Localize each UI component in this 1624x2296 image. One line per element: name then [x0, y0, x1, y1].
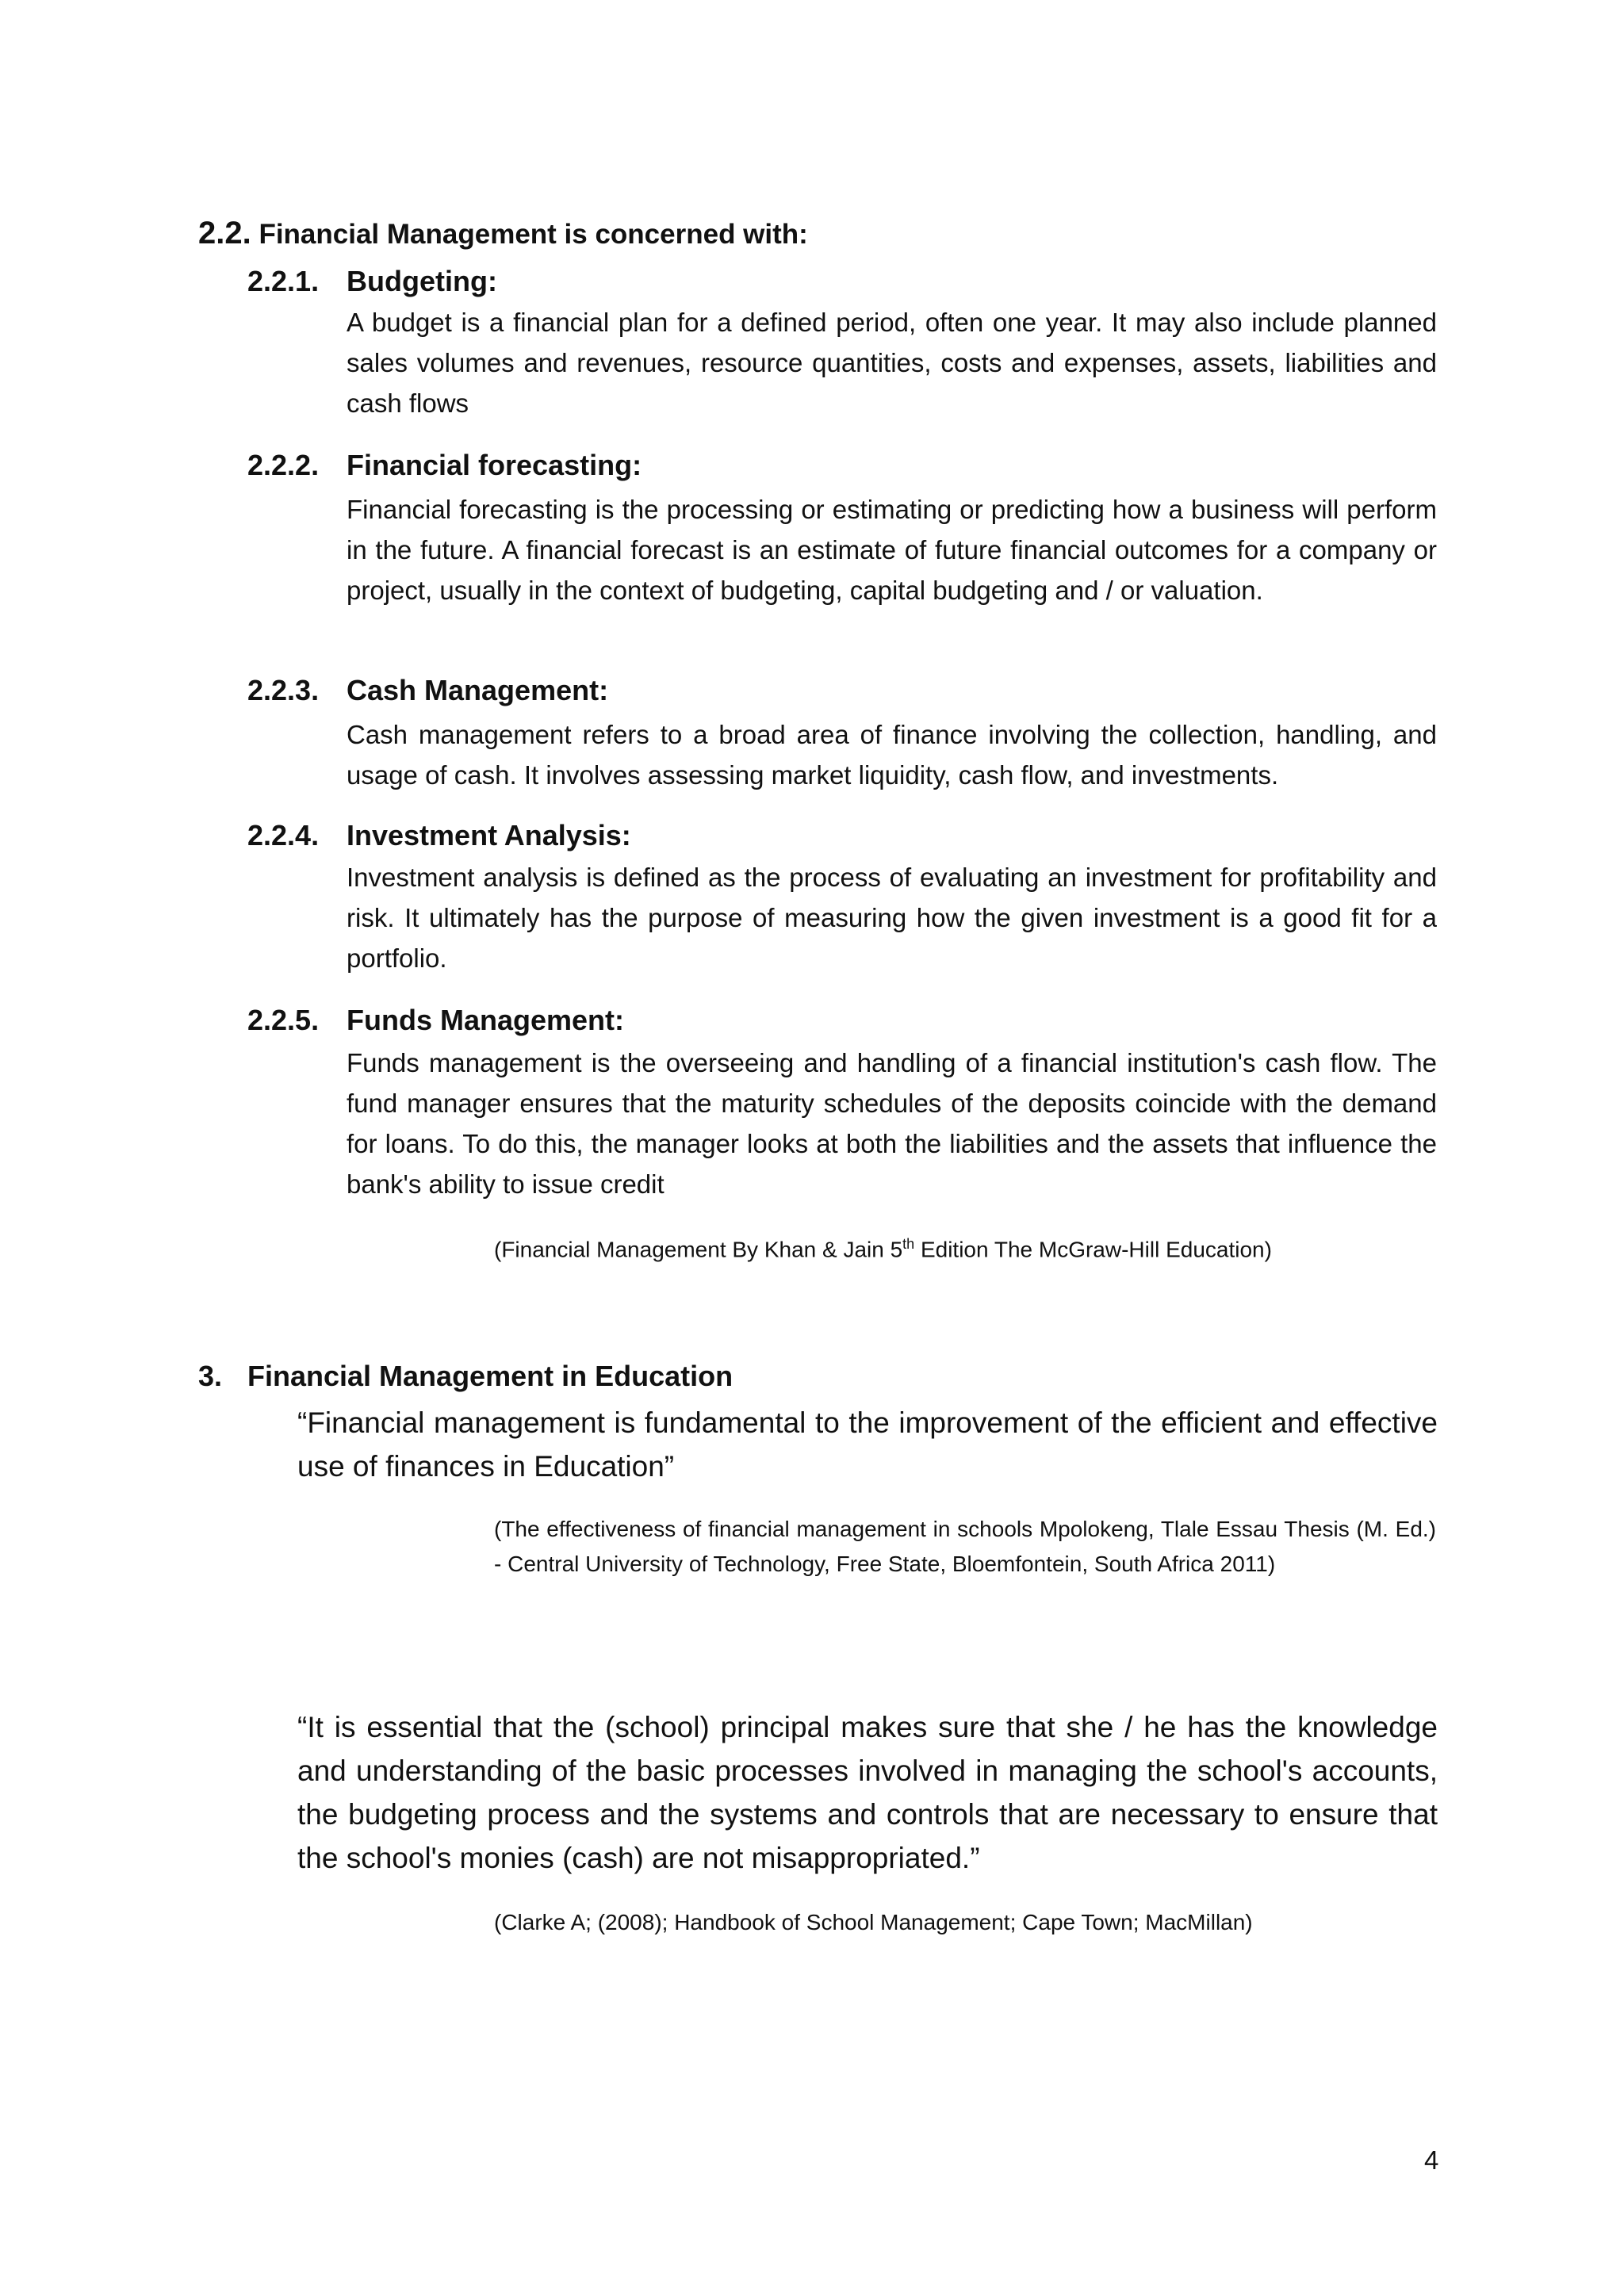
subsection-number: 2.2.1.: [247, 265, 320, 297]
section-title: Financial Management is concerned with:: [259, 219, 808, 250]
section-heading-3: [198, 1360, 733, 1393]
section-title: Financial Management in Education: [247, 1360, 733, 1392]
subsection-number: 2.2.4.: [247, 819, 320, 851]
subsection-number: 2.2.2.: [247, 449, 320, 481]
paragraph-financial-forecasting: Financial forecasting is the processing or estimating or predicting how a business will perform in the future. A financial forecast is an estimate of future financial outcomes for a company or project, usually in the context of budgeting, capital budgeting and / or valuation.: [347, 495, 1437, 605]
citation-khan-jain: [494, 1226, 1272, 1267]
subsection-title: Budgeting:: [347, 265, 497, 297]
subsection-heading-cash-management: [247, 674, 608, 707]
subsection-heading-funds-management: [247, 1004, 624, 1037]
subsection-heading-financial-forecasting: [247, 449, 642, 482]
section-number: 3.: [198, 1360, 223, 1392]
paragraph-investment-analysis: Investment analysis is defined as the process of evaluating an investment for profitability and risk. It ultimately has the purpose of measuring how the given investment is a good fit for a portfolio.: [347, 863, 1437, 973]
quote-financial-management: “Financial management is fundamental to the improvement of the efficient and effective use of finances in Education”: [297, 1406, 1438, 1483]
subsection-title: Cash Management:: [347, 674, 609, 706]
citation-text: Edition The McGraw-Hill Education): [914, 1237, 1272, 1262]
section-number: 2.2.: [198, 216, 251, 251]
quote-school-principal: “It is essential that the (school) principal makes sure that she / he has the knowledge and understanding of the basic processes involved in managing the school's accounts, the budgeting process and the systems and controls that are necessary to ensure that the school's monies (cash) are not misappropriated.”: [297, 1711, 1438, 1874]
citation-superscript: th: [902, 1236, 915, 1252]
page-number: 4: [1424, 2145, 1439, 2175]
subsection-title: Funds Management:: [347, 1004, 625, 1036]
subsection-number: 2.2.5.: [247, 1004, 320, 1036]
paragraph-budgeting: A budget is a financial plan for a defined period, often one year. It may also include planned sales volumes and revenues, resource quantities, costs and expenses, assets, liabilities and cash flows: [347, 308, 1437, 418]
subsection-title: Investment Analysis:: [347, 819, 631, 851]
subsection-title: Financial forecasting:: [347, 449, 642, 481]
paragraph-funds-management: Funds management is the overseeing and handling of a financial institution's cash flow. The fund manager ensures that the maturity schedules of the deposits coincide with the demand for loans. To do this, the manager looks at both the liabilities and the assets that influence the bank's ability to issue credit: [347, 1048, 1437, 1199]
subsection-number: 2.2.3.: [247, 674, 320, 706]
citation-text: (Financial Management By Khan & Jain 5: [494, 1237, 903, 1262]
paragraph-cash-management: Cash management refers to a broad area of finance involving the collection, handling, and usage of cash. It involves assessing market liquidity, cash flow, and investments.: [347, 720, 1437, 790]
subsection-heading-investment-analysis: [247, 819, 631, 852]
citation-clarke: (Clarke A; (2008); Handbook of School Management; Cape Town; MacMillan): [494, 1910, 1253, 1934]
citation-mpolokeng: (The effectiveness of financial management in schools Mpolokeng, Tlale Essau Thesis (M. Ed.) - Central University of Technology, Free State, Bloemfontein, South Africa 2011): [494, 1517, 1436, 1576]
section-heading-2-2: [198, 216, 808, 251]
subsection-heading-budgeting: [247, 265, 497, 298]
